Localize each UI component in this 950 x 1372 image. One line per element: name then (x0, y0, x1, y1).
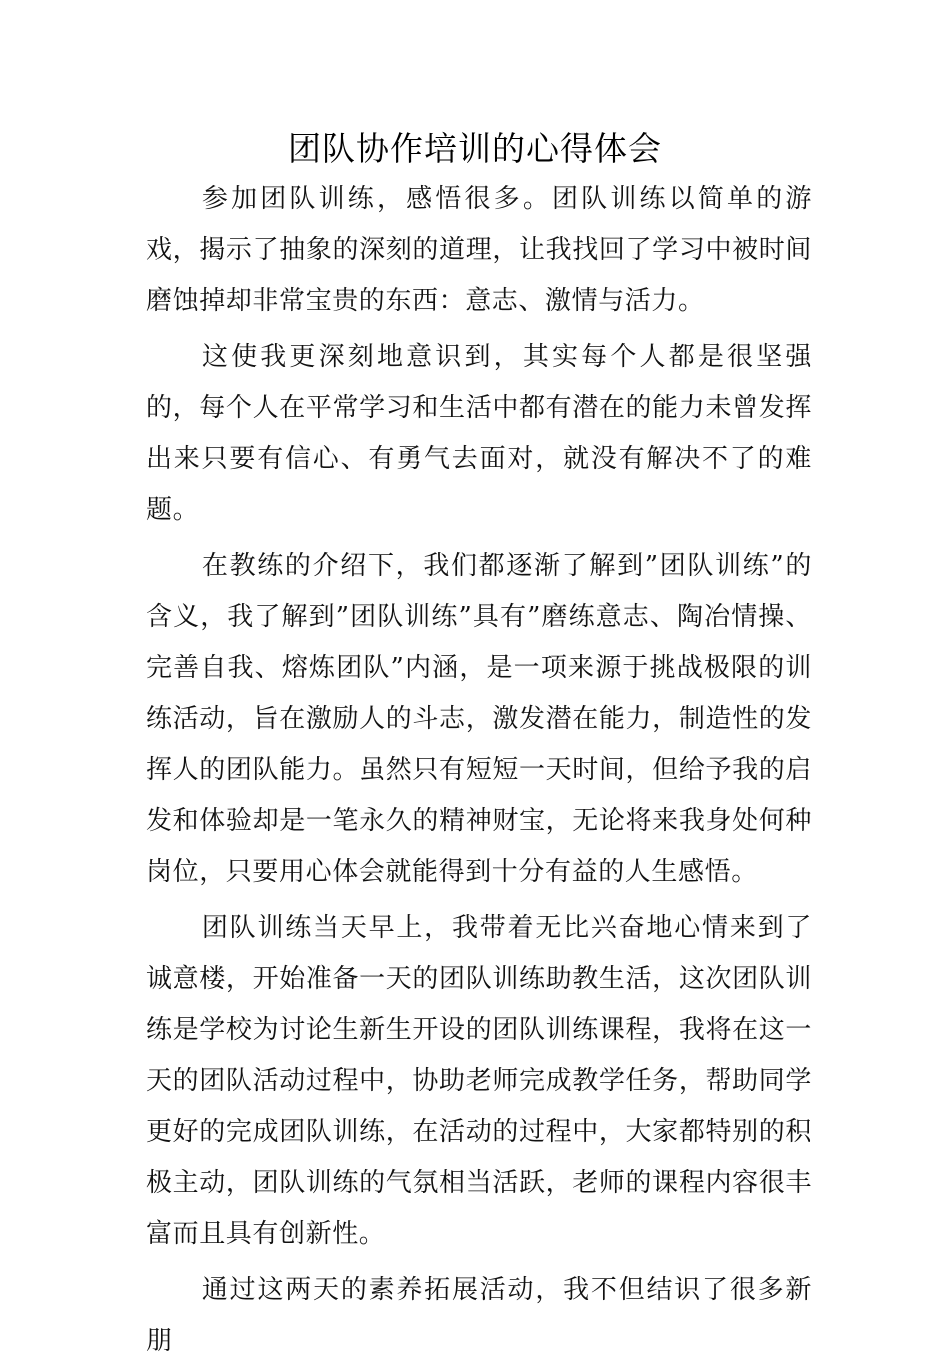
paragraph-2: 这使我更深刻地意识到，其实每个人都是很坚强的，每个人在平常学习和生活中都有潜在的能力未曾发挥出来只要有信心、有勇气去面对，就没有解决不了的难题。 (146, 342, 812, 525)
paragraph-4: 团队训练当天早上，我带着无比兴奋地心情来到了诚意楼，开始准备一天的团队训练助教生活，这次团队训练是学校为讨论生新生开设的团队训练课程，我将在这一天的团队活动过程中，协助老师完成教学任务，帮助同学更好的完成团队训练，在活动的过程中，大家都特别的积极主动，团队训练的气氛相当活跃，老师的课程内容很丰富而且具有创新性。 (146, 913, 812, 1249)
document-body (146, 174, 812, 1372)
document-title: 团队协作培训的心得体会 (288, 129, 662, 168)
paragraph-3: 在教练的介绍下，我们都逐渐了解到”团队训练”的含义，我了解到”团队训练”具有”磨练意志、陶冶情操、完善自我、熔炼团队”内涵，是一项来源于挑战极限的训练活动，旨在激励人的斗志，激发潜在能力，制造性的发挥人的团队能力。虽然只有短短一天时间，但给予我的启发和体验却是一笔永久的精神财宝，无论将来我身处何种岗位，只要用心体会就能得到十分有益的人生感悟。 (146, 551, 812, 887)
paragraph-1: 参加团队训练，感悟很多。团队训练以简单的游戏，揭示了抽象的深刻的道理，让我找回了学习中被时间磨蚀掉却非常宝贵的东西：意志、激情与活力。 (146, 184, 812, 316)
paragraph-5: 通过这两天的素养拓展活动，我不但结识了很多新朋 (146, 1275, 812, 1356)
